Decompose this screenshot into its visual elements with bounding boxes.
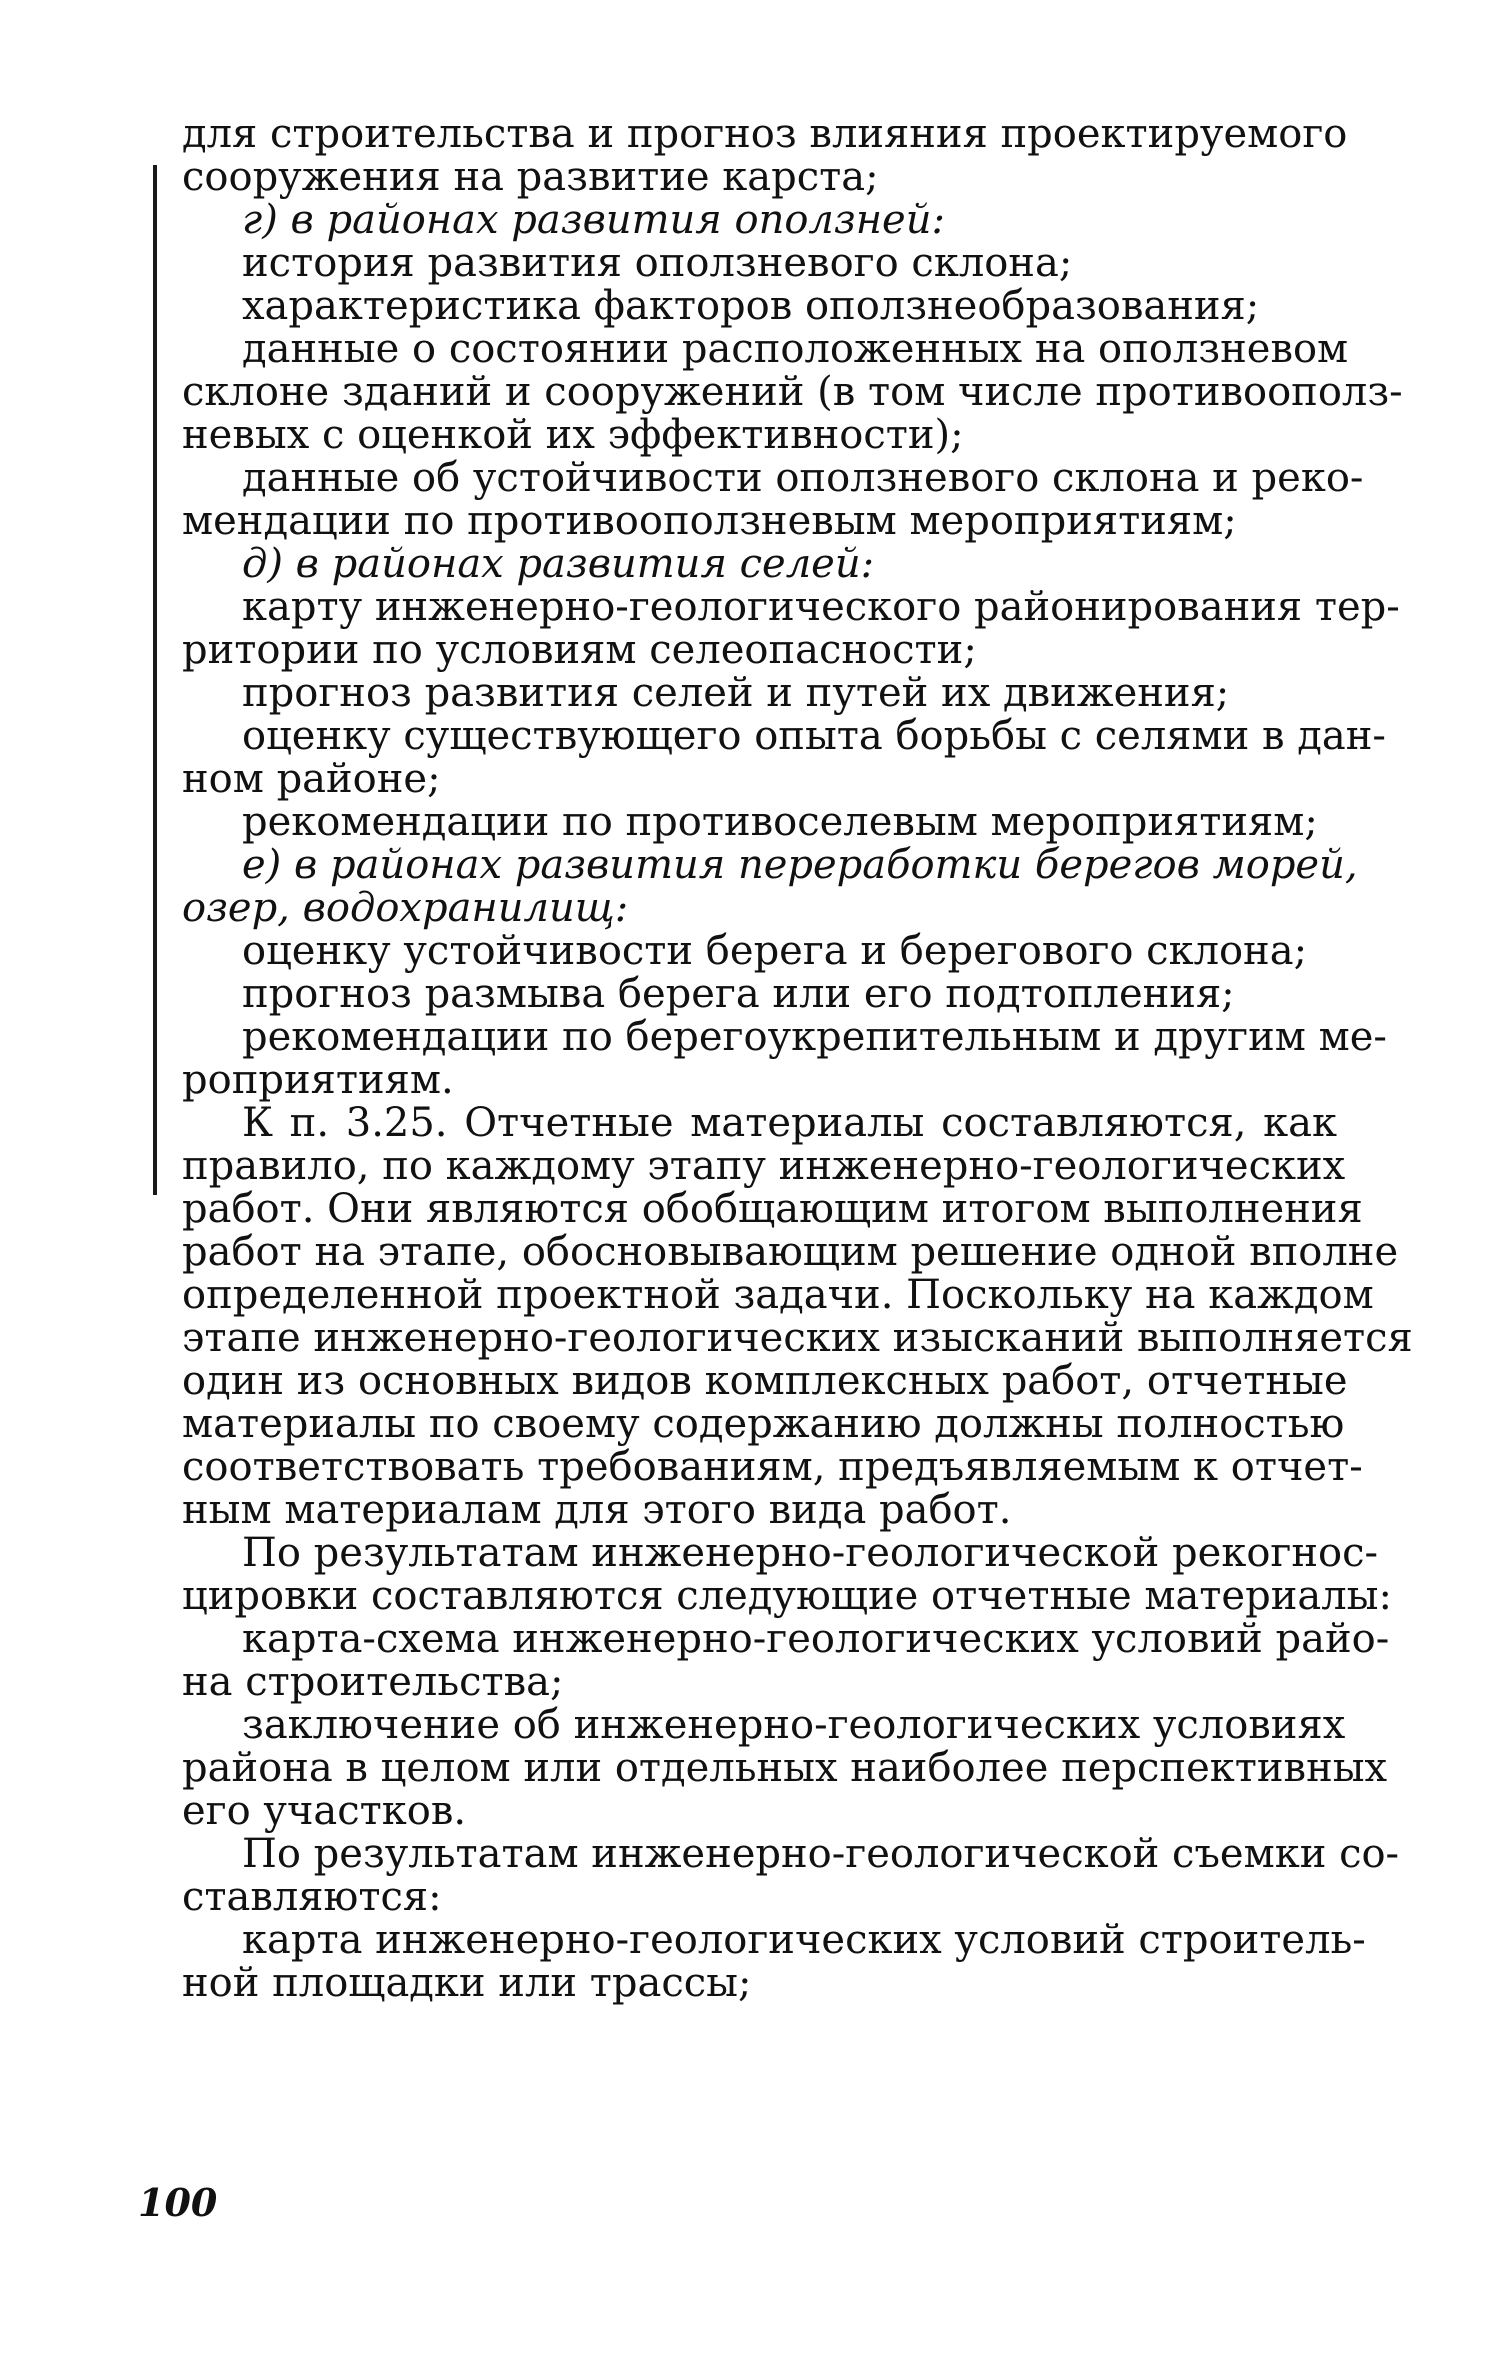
text-line: работ. Они являются обобщающим итогом выполнения [182, 1186, 1363, 1232]
text-line: история развития оползневого склона; [242, 240, 1073, 286]
text-line: роприятиям. [182, 1057, 454, 1103]
text-line: заключение об инженерно-геологических условиях [242, 1702, 1346, 1748]
text-line: один из основных видов комплексных работ, отчетные [182, 1358, 1348, 1404]
list-heading-g: г) в районах развития оползней: [242, 197, 945, 243]
text-line: карта-схема инженерно-геологических условий райо- [242, 1616, 1390, 1662]
text-line: ной площадки или трассы; [182, 1960, 752, 2006]
text-line: этапе инженерно-геологических изысканий выполняется [182, 1315, 1413, 1361]
text-line: оценку устойчивости берега и берегового склона; [242, 928, 1308, 974]
text-line: невых с оценкой их эффективности); [182, 412, 964, 458]
text-line: ставляются: [182, 1874, 442, 1920]
text-line: мендации по противооползневым мероприятиям; [182, 498, 1237, 544]
text-line: его участков. [182, 1788, 467, 1834]
text-line: района в целом или отдельных наиболее перспективных [182, 1745, 1388, 1791]
text-line: прогноз развития селей и путей их движения; [242, 670, 1230, 716]
list-heading-d: д) в районах развития селей: [242, 541, 875, 587]
text-line: оценку существующего опыта борьбы с селями в дан- [242, 713, 1386, 759]
text-line: карта инженерно-геологических условий строитель- [242, 1917, 1366, 1963]
text-line: цировки составляются следующие отчетные материалы: [182, 1573, 1392, 1619]
text-line: работ на этапе, обосновывающим решение одной вполне [182, 1229, 1399, 1275]
text-line: рекомендации по противоселевым мероприятиям; [242, 799, 1318, 845]
text-line: карту инженерно-геологического районирования тер- [242, 584, 1400, 630]
text-line: прогноз размыва берега или его подтопления; [242, 971, 1235, 1017]
text-line: ритории по условиям селеопасности; [182, 627, 977, 673]
text-line: материалы по своему содержанию должны полностью [182, 1401, 1345, 1447]
text-line: правило, по каждому этапу инженерно-геологических [182, 1143, 1346, 1189]
section-line-3-25: К п. 3.25. Отчетные материалы составляются, как [242, 1100, 1337, 1146]
list-heading-e: е) в районах развития переработки берегов морей, [242, 842, 1358, 888]
text-line: По результатам инженерно-геологической съемки со- [242, 1831, 1400, 1877]
text-line: на строительства; [182, 1659, 564, 1705]
text-line: сооружения на развитие карста; [182, 154, 879, 200]
text-line: данные об устойчивости оползневого склона и реко- [242, 455, 1364, 501]
list-heading-e-cont: озер, водохранилищ: [182, 885, 629, 931]
text-line: ным материалам для этого вида работ. [182, 1487, 1012, 1533]
text-line: склоне зданий и сооружений (в том числе противоополз- [182, 369, 1403, 415]
text-line: определенной проектной задачи. Поскольку на каждом [182, 1272, 1374, 1318]
text-line: По результатам инженерно-геологической рекогнос- [242, 1530, 1379, 1576]
text-line: данные о состоянии расположенных на оползневом [242, 326, 1349, 372]
text-line: ном районе; [182, 756, 441, 802]
page-number: 100 [138, 2180, 218, 2225]
margin-change-bar [153, 165, 157, 1195]
text-line: для строительства и прогноз влияния проектируемого [182, 111, 1348, 157]
text-line: соответствовать требованиям, предъявляемым к отчет- [182, 1444, 1363, 1490]
text-line: рекомендации по берегоукрепительным и другим ме- [242, 1014, 1387, 1060]
text-line: характеристика факторов оползнеобразования; [242, 283, 1260, 329]
